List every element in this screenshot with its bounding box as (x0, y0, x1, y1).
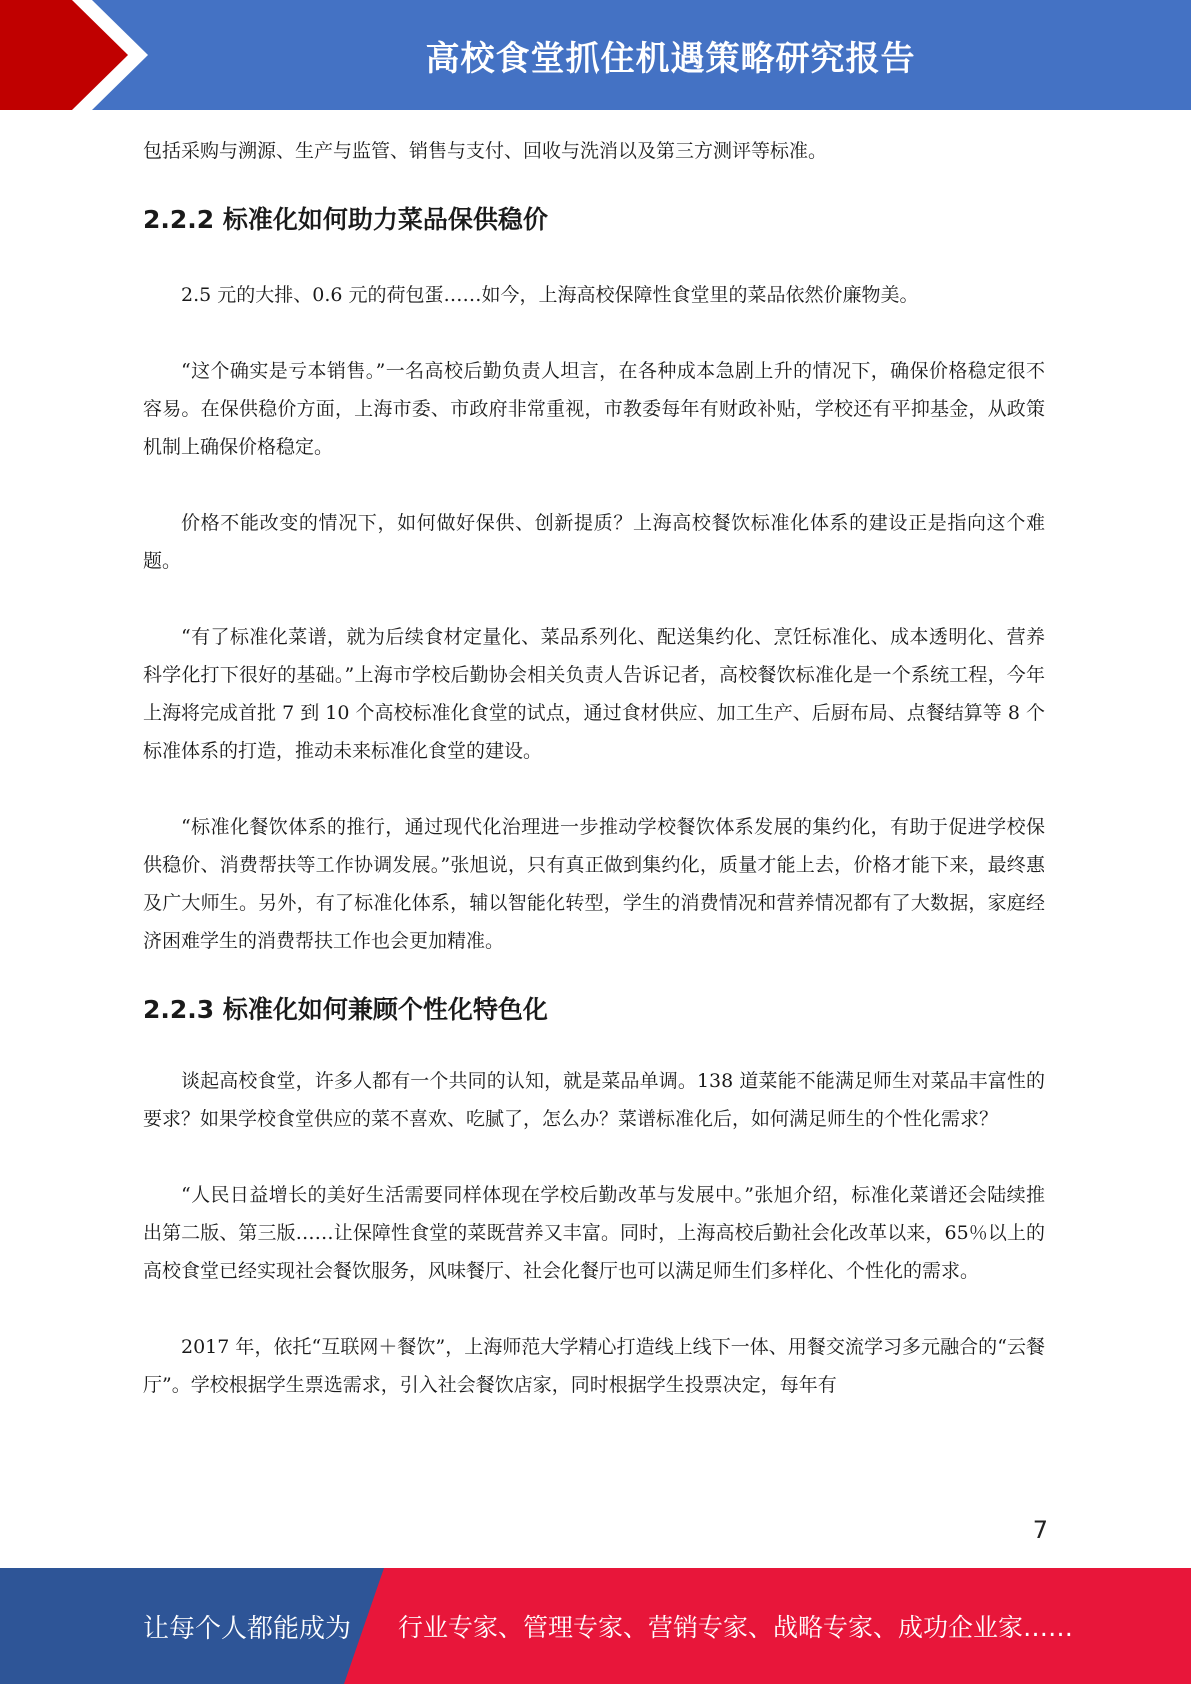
paragraph: “这个确实是亏本销售。”一名高校后勤负责人坦言，在各种成本急剧上升的情况下，确保价格稳定很不容易。在保供稳价方面，上海市委、市政府非常重视，市教委每年有财政补贴，学校还有平抑基金，从政策机制上确保价格稳定。 (143, 360, 1045, 458)
footer-slogan-right: 行业专家、管理专家、营销专家、战略专家、成功企业家…… (398, 1613, 1074, 1642)
paragraph: 2017 年，依托“互联网＋餐饮”，上海师范大学精心打造线上线下一体、用餐交流学习多元融合的“云餐厅”。学校根据学生票选需求，引入社会餐饮店家，同时根据学生投票决定，每年有 (143, 1336, 1045, 1396)
paragraph: 2.5 元的大排、0.6 元的荷包蛋……如今，上海高校保障性食堂里的菜品依然价廉物美。 (181, 284, 919, 306)
page-header (0, 0, 1191, 110)
paragraph: 谈起高校食堂，许多人都有一个共同的认知，就是菜品单调。138 道菜能不能满足师生对菜品丰富性的要求？如果学校食堂供应的菜不喜欢、吃腻了，怎么办？菜谱标准化后，如何满足师生的个性化需求？ (143, 1070, 1045, 1130)
document-body (143, 132, 1045, 1404)
section-heading-2-2-2: 2.2.2 标准化如何助力菜品保供稳价 (143, 205, 548, 234)
paragraph: 价格不能改变的情况下，如何做好保供、创新提质？上海高校餐饮标准化体系的建设正是指向这个难题。 (143, 512, 1045, 572)
footer-slogan-left: 让每个人都能成为 (143, 1613, 352, 1644)
report-title: 高校食堂抓住机遇策略研究报告 (425, 38, 916, 79)
page-footer (0, 1568, 1191, 1684)
paragraph: “标准化餐饮体系的推行，通过现代化治理进一步推动学校餐饮体系发展的集约化，有助于促进学校保供稳价、消费帮扶等工作协调发展。”张旭说，只有真正做到集约化，质量才能上去，价格才能下来，最终惠及广大师生。另外，有了标准化体系，辅以智能化转型，学生的消费情况和营养情况都有了大数据，家庭经济困难学生的消费帮扶工作也会更加精准。 (143, 816, 1045, 952)
paragraph: “人民日益增长的美好生活需要同样体现在学校后勤改革与发展中。”张旭介绍，标准化菜谱还会陆续推出第二版、第三版……让保障性食堂的菜既营养又丰富。同时，上海高校后勤社会化改革以来，65％以上的高校食堂已经实现社会餐饮服务，风味餐厅、社会化餐厅也可以满足师生们多样化、个性化的需求。 (143, 1184, 1045, 1282)
intro-line: 包括采购与溯源、生产与监管、销售与支付、回收与洗消以及第三方测评等标准。 (143, 140, 828, 162)
page-number: 7 (1032, 1516, 1048, 1544)
paragraph: “有了标准化菜谱，就为后续食材定量化、菜品系列化、配送集约化、烹饪标准化、成本透明化、营养科学化打下很好的基础。”上海市学校后勤协会相关负责人告诉记者，高校餐饮标准化是一个系统工程，今年上海将完成首批 7 到 10 个高校标准化食堂的试点，通过食材供应、加工生产、后厨布局、点餐结算等 8 个标准体系的打造，推动未来标准化食堂的建设。 (143, 626, 1045, 762)
section-heading-2-2-3: 2.2.3 标准化如何兼顾个性化特色化 (143, 995, 548, 1024)
